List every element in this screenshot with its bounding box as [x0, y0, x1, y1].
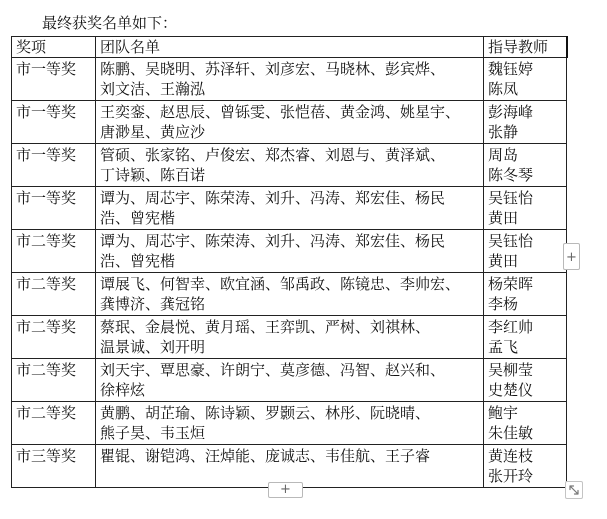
teacher-name: 陈冬琴	[488, 166, 534, 184]
teachers-cell	[484, 230, 567, 273]
teacher-name: 吴柳莹	[488, 361, 534, 379]
teachers-cell	[484, 402, 567, 445]
team-line: 温景诚、刘开明	[100, 338, 206, 356]
team-line: 蔡珉、金晨悦、黄月瑶、王弈凯、严树、刘祺林、	[100, 318, 431, 336]
team-line: 瞿锟、谢铠鸿、汪焯能、庞诚志、韦佳航、王子睿	[100, 447, 431, 465]
team-cell	[96, 187, 484, 230]
award-cell: 市一等奖	[12, 101, 96, 144]
team-line: 管硕、张家铭、卢俊宏、郑杰睿、刘恩与、黄泽斌、	[100, 146, 446, 164]
teacher-name: 黄田	[488, 209, 519, 227]
teacher-name: 黄连枝	[488, 447, 534, 465]
teachers-cell	[484, 58, 567, 101]
teacher-name: 李红帅	[488, 318, 534, 336]
teacher-name: 周岛	[488, 146, 519, 164]
intro-text: 最终获奖名单如下：	[42, 14, 178, 32]
header-team: 团队名单	[96, 37, 484, 58]
teachers-cell	[484, 144, 567, 187]
team-cell	[96, 230, 484, 273]
table-row	[12, 316, 567, 359]
team-cell	[96, 359, 484, 402]
teacher-name: 杨荣晖	[488, 275, 534, 293]
table-row	[12, 101, 567, 144]
teacher-name: 吴钰怡	[488, 189, 534, 207]
award-cell: 市二等奖	[12, 359, 96, 402]
team-line: 浩、曾宪楷	[100, 252, 176, 270]
teachers-cell	[484, 273, 567, 316]
table-row	[12, 402, 567, 445]
resize-diagonal-icon	[566, 482, 582, 498]
team-line: 唐渺星、黄应沙	[100, 123, 206, 141]
team-line: 徐梓炫	[100, 381, 146, 399]
teachers-cell	[484, 359, 567, 402]
team-cell	[96, 402, 484, 445]
team-line: 龚博济、龚冠铭	[100, 295, 206, 313]
teacher-name: 彭海峰	[488, 103, 534, 121]
teacher-name: 朱佳敏	[488, 424, 534, 442]
team-line: 浩、曾宪楷	[100, 209, 176, 227]
team-line: 谭为、周芯宇、陈荣涛、刘升、冯涛、郑宏佳、杨民	[100, 232, 446, 250]
table-row	[12, 273, 567, 316]
team-line: 刘天宇、覃思豪、许朗宁、莫彦德、冯智、赵兴和、	[100, 361, 446, 379]
award-cell: 市二等奖	[12, 273, 96, 316]
teachers-cell	[484, 316, 567, 359]
team-line: 丁诗颖、陈百诺	[100, 166, 206, 184]
team-line: 谭为、周芯宇、陈荣涛、刘升、冯涛、郑宏佳、杨民	[100, 189, 446, 207]
team-cell	[96, 316, 484, 359]
teacher-name: 鲍宇	[488, 404, 519, 422]
award-cell: 市一等奖	[12, 187, 96, 230]
team-line: 熊子昊、韦玉烜	[100, 424, 206, 442]
teachers-cell	[484, 445, 567, 488]
teacher-name: 魏钰婷	[488, 60, 534, 78]
awards-table	[11, 36, 568, 488]
team-cell	[96, 273, 484, 316]
table-row	[12, 144, 567, 187]
add-column-button[interactable]: +	[563, 243, 580, 270]
header-teachers: 指导教师	[484, 37, 567, 58]
table-header-row	[12, 37, 567, 58]
team-line: 谭展飞、何智幸、欧宜涵、邹禹政、陈镜忠、李帅宏、	[100, 275, 461, 293]
team-cell	[96, 144, 484, 187]
team-line: 黄鹏、胡芷瑜、陈诗颖、罗颢云、林彤、阮晓晴、	[100, 404, 431, 422]
teachers-cell	[484, 101, 567, 144]
award-cell: 市一等奖	[12, 58, 96, 101]
table-row	[12, 58, 567, 101]
teachers-cell	[484, 187, 567, 230]
team-cell	[96, 101, 484, 144]
award-cell: 市二等奖	[12, 230, 96, 273]
team-line: 刘文洁、王瀚泓	[100, 80, 206, 98]
teacher-name: 张静	[488, 123, 519, 141]
add-row-button[interactable]: +	[268, 482, 303, 498]
table-row	[12, 359, 567, 402]
team-line: 陈鹏、吴晓明、苏泽轩、刘彦宏、马晓林、彭宾烨、	[100, 60, 446, 78]
teacher-name: 李杨	[488, 295, 519, 313]
header-award: 奖项	[12, 37, 96, 58]
table-row	[12, 187, 567, 230]
table-resize-handle[interactable]	[565, 481, 583, 499]
award-cell: 市一等奖	[12, 144, 96, 187]
teacher-name: 黄田	[488, 252, 519, 270]
teacher-name: 吴钰怡	[488, 232, 534, 250]
team-line: 王奕銮、赵思辰、曾铄雯、张恺蓓、黄金鸿、姚星宇、	[100, 103, 461, 121]
award-cell: 市二等奖	[12, 402, 96, 445]
award-cell: 市三等奖	[12, 445, 96, 488]
table-row	[12, 230, 567, 273]
teacher-name: 张开玲	[488, 467, 534, 485]
teacher-name: 陈凤	[488, 80, 519, 98]
team-cell	[96, 58, 484, 101]
teacher-name: 孟飞	[488, 338, 519, 356]
award-cell: 市二等奖	[12, 316, 96, 359]
teacher-name: 史楚仪	[488, 381, 534, 399]
